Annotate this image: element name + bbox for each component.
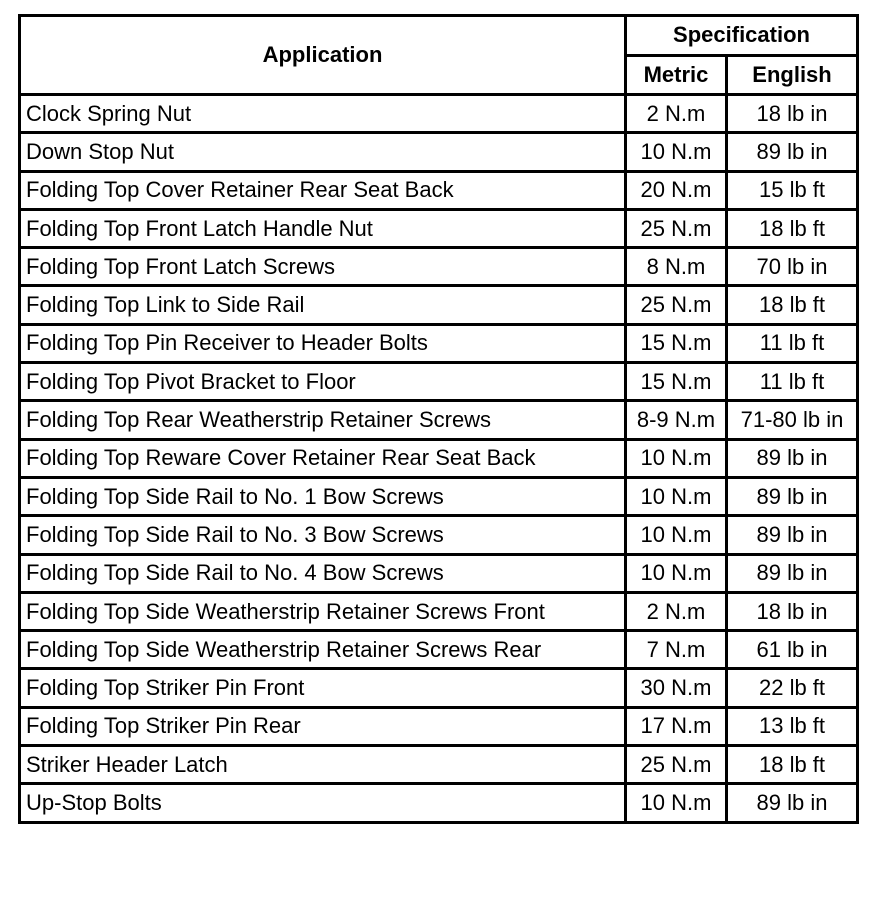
metric-cell: 8-9 N.m: [626, 401, 727, 439]
metric-cell: 2 N.m: [626, 95, 727, 133]
table-row: [20, 477, 858, 515]
torque-spec-table: [18, 14, 859, 824]
table-row: [20, 133, 858, 171]
metric-cell: 25 N.m: [626, 746, 727, 784]
application-cell: Folding Top Front Latch Handle Nut: [20, 209, 626, 247]
table-row: [20, 516, 858, 554]
metric-cell: 30 N.m: [626, 669, 727, 707]
table-row: [20, 286, 858, 324]
metric-cell: 8 N.m: [626, 248, 727, 286]
english-cell: 89 lb in: [727, 439, 858, 477]
application-header: Application: [20, 16, 626, 95]
english-cell: 13 lb ft: [727, 707, 858, 745]
application-cell: Folding Top Cover Retainer Rear Seat Back: [20, 171, 626, 209]
metric-cell: 25 N.m: [626, 209, 727, 247]
table-header: [20, 16, 858, 95]
metric-cell: 17 N.m: [626, 707, 727, 745]
english-cell: 89 lb in: [727, 554, 858, 592]
english-cell: 22 lb ft: [727, 669, 858, 707]
application-cell: Folding Top Pin Receiver to Header Bolts: [20, 324, 626, 362]
english-cell: 18 lb in: [727, 95, 858, 133]
metric-cell: 20 N.m: [626, 171, 727, 209]
metric-cell: 10 N.m: [626, 554, 727, 592]
metric-cell: 10 N.m: [626, 133, 727, 171]
english-cell: 89 lb in: [727, 477, 858, 515]
table-row: [20, 95, 858, 133]
application-cell: Folding Top Side Weatherstrip Retainer Screws Rear: [20, 631, 626, 669]
table-row: [20, 784, 858, 822]
table-row: [20, 592, 858, 630]
english-header: English: [727, 55, 858, 95]
table-row: [20, 363, 858, 401]
english-cell: 61 lb in: [727, 631, 858, 669]
metric-cell: 15 N.m: [626, 363, 727, 401]
application-cell: Down Stop Nut: [20, 133, 626, 171]
table-row: [20, 171, 858, 209]
english-cell: 15 lb ft: [727, 171, 858, 209]
application-cell: Folding Top Reware Cover Retainer Rear Seat Back: [20, 439, 626, 477]
table-row: [20, 669, 858, 707]
application-cell: Striker Header Latch: [20, 746, 626, 784]
application-cell: Up-Stop Bolts: [20, 784, 626, 822]
header-row-top: [20, 16, 858, 56]
application-cell: Folding Top Link to Side Rail: [20, 286, 626, 324]
table-row: [20, 631, 858, 669]
application-cell: Folding Top Striker Pin Front: [20, 669, 626, 707]
metric-header: Metric: [626, 55, 727, 95]
metric-cell: 10 N.m: [626, 439, 727, 477]
application-cell: Folding Top Rear Weatherstrip Retainer Screws: [20, 401, 626, 439]
table-row: [20, 401, 858, 439]
application-cell: Folding Top Pivot Bracket to Floor: [20, 363, 626, 401]
english-cell: 71-80 lb in: [727, 401, 858, 439]
application-cell: Folding Top Front Latch Screws: [20, 248, 626, 286]
table-row: [20, 324, 858, 362]
english-cell: 18 lb in: [727, 592, 858, 630]
table-row: [20, 707, 858, 745]
table-row: [20, 746, 858, 784]
table-row: [20, 209, 858, 247]
english-cell: 89 lb in: [727, 516, 858, 554]
metric-cell: 7 N.m: [626, 631, 727, 669]
english-cell: 89 lb in: [727, 133, 858, 171]
table-row: [20, 439, 858, 477]
application-cell: Folding Top Side Rail to No. 1 Bow Screws: [20, 477, 626, 515]
metric-cell: 10 N.m: [626, 784, 727, 822]
english-cell: 70 lb in: [727, 248, 858, 286]
specification-header: Specification: [626, 16, 858, 56]
metric-cell: 10 N.m: [626, 516, 727, 554]
english-cell: 11 lb ft: [727, 324, 858, 362]
metric-cell: 2 N.m: [626, 592, 727, 630]
english-cell: 18 lb ft: [727, 286, 858, 324]
application-cell: Folding Top Striker Pin Rear: [20, 707, 626, 745]
metric-cell: 25 N.m: [626, 286, 727, 324]
application-cell: Folding Top Side Rail to No. 3 Bow Screws: [20, 516, 626, 554]
application-cell: Folding Top Side Weatherstrip Retainer Screws Front: [20, 592, 626, 630]
metric-cell: 10 N.m: [626, 477, 727, 515]
metric-cell: 15 N.m: [626, 324, 727, 362]
english-cell: 18 lb ft: [727, 209, 858, 247]
table-body: [20, 95, 858, 823]
english-cell: 11 lb ft: [727, 363, 858, 401]
table-row: [20, 554, 858, 592]
table-row: [20, 248, 858, 286]
english-cell: 89 lb in: [727, 784, 858, 822]
english-cell: 18 lb ft: [727, 746, 858, 784]
application-cell: Clock Spring Nut: [20, 95, 626, 133]
application-cell: Folding Top Side Rail to No. 4 Bow Screws: [20, 554, 626, 592]
